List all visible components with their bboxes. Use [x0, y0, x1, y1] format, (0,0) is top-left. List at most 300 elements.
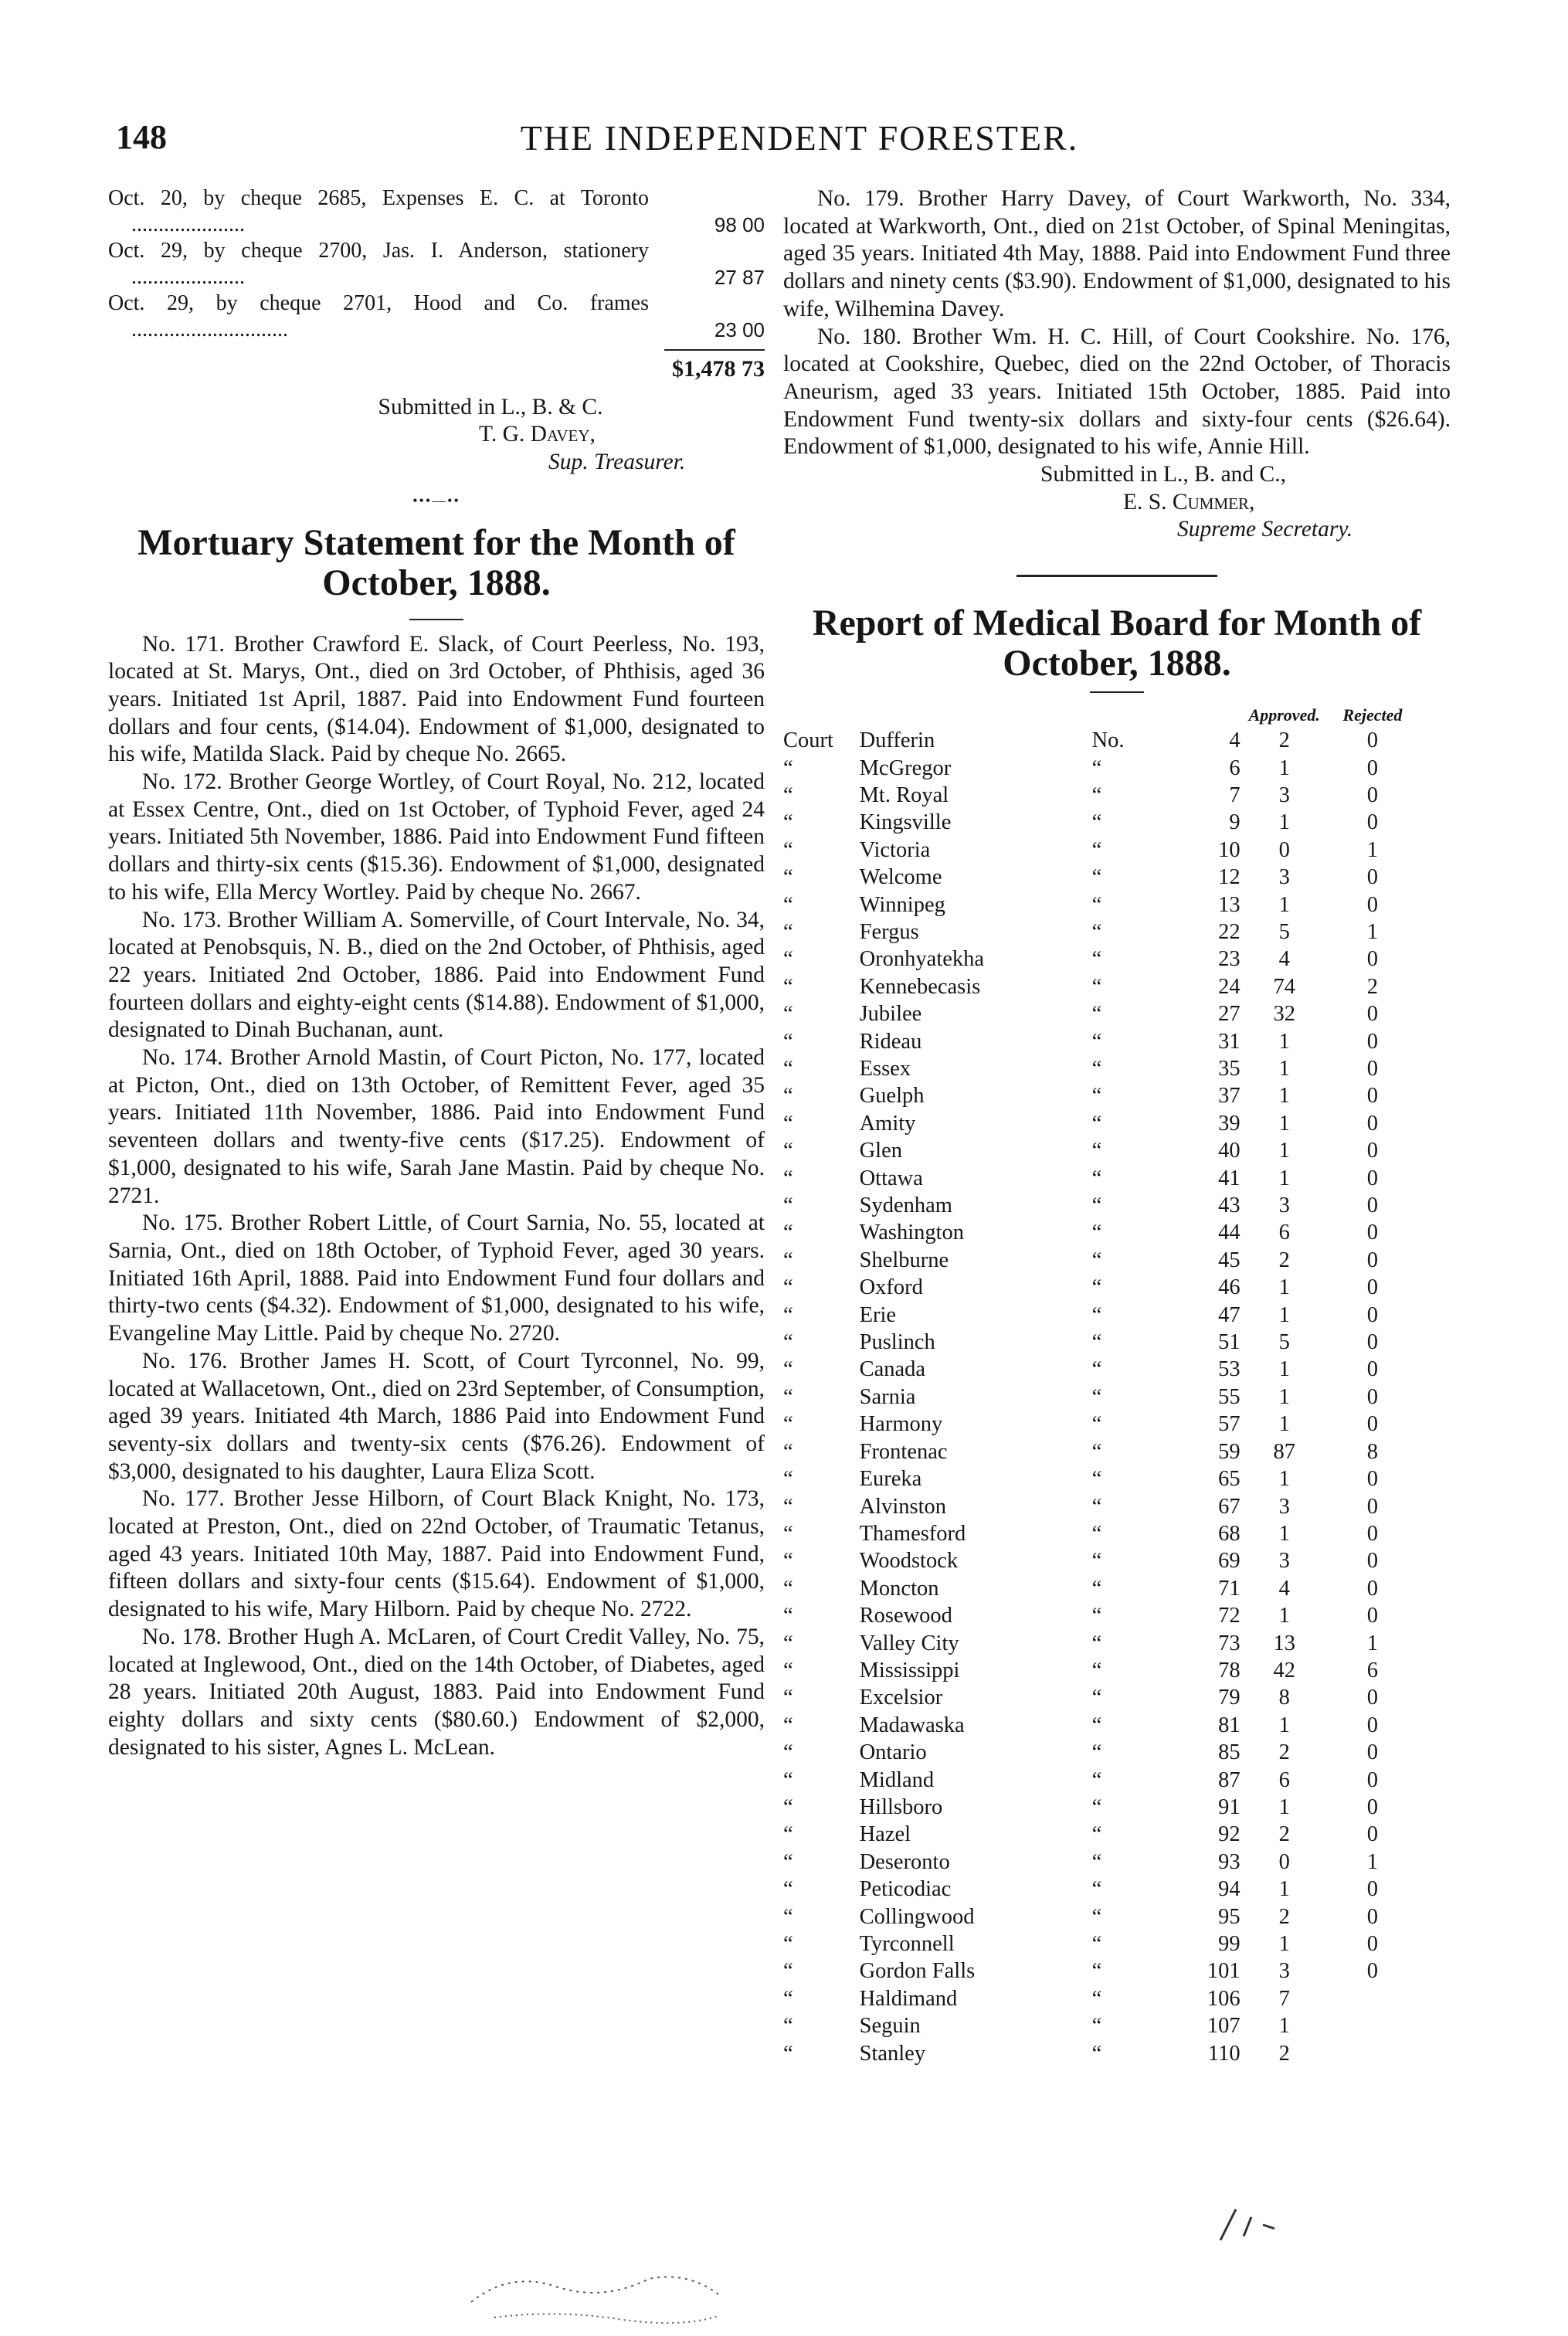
account-entry — [108, 290, 765, 343]
court-prefix: “ — [783, 1794, 793, 1819]
table-row — [783, 1630, 1417, 1657]
court-number: 4 — [1229, 728, 1240, 753]
rejected-count: 0 — [1366, 1330, 1379, 1355]
rejected-count: 0 — [1366, 1877, 1379, 1902]
court-name: Hazel — [859, 1822, 911, 1847]
approved-count: 3 — [1278, 1959, 1290, 1984]
table-row — [783, 1547, 1417, 1574]
court-no-label: “ — [1091, 1439, 1102, 1464]
court-no-label: “ — [1091, 1139, 1102, 1163]
table-row — [783, 1957, 1417, 1985]
court-number: 72 — [1218, 1604, 1240, 1628]
court-name: Thamesford — [859, 1521, 966, 1546]
rejected-count: 0 — [1366, 1467, 1379, 1492]
court-no-label: “ — [1091, 2014, 1102, 2039]
rejected-count: 0 — [1366, 1959, 1379, 1984]
court-no-label: “ — [1091, 1686, 1102, 1710]
court-no-label: “ — [1091, 1713, 1102, 1737]
court-number: 47 — [1218, 1302, 1240, 1327]
court-name: Ottawa — [859, 1166, 923, 1190]
court-number: 93 — [1218, 1849, 1240, 1874]
approved-count: 0 — [1278, 837, 1290, 862]
court-number: 91 — [1218, 1794, 1240, 1819]
court-number: 9 — [1229, 810, 1240, 835]
rejected-count: 0 — [1366, 1740, 1379, 1765]
court-number: 69 — [1218, 1549, 1240, 1574]
court-prefix: “ — [783, 1604, 793, 1628]
court-name: Dufferin — [859, 728, 935, 753]
court-prefix: “ — [783, 1932, 793, 1957]
table-row — [783, 1329, 1417, 1356]
rejected-count: 0 — [1366, 1494, 1379, 1519]
approved-count: 3 — [1278, 1549, 1290, 1574]
medical-board-table — [783, 704, 1417, 2067]
court-number: 81 — [1218, 1713, 1240, 1737]
mortuary-entry: No. 173. Brother William A. Somerville, of Court Intervale, No. 34, located at Penobsquis, N. B., died on the 2nd October, of Phthisis, aged 22 years. Initiated 2nd October, 1886. Paid into Endowment Fund fourteen dollars and eighty-eight cents ($14.88). Endowment of $1,000, designated to Dinah Buchanan, aunt. — [108, 907, 765, 1043]
court-name: Amity — [859, 1111, 916, 1136]
table-row — [783, 1930, 1417, 1957]
approved-count: 3 — [1278, 1193, 1290, 1218]
court-name: Tyrconnell — [859, 1932, 955, 1957]
table-row — [783, 1137, 1417, 1164]
approved-count: 2 — [1278, 1822, 1290, 1847]
approved-count: 3 — [1278, 783, 1290, 807]
secretary-name: E. S. Cummer, — [1123, 489, 1255, 514]
account-entry-amount: 27 87 — [714, 266, 765, 289]
court-number: 110 — [1207, 2041, 1240, 2066]
table-row — [783, 1384, 1417, 1411]
approved-count: 7 — [1278, 1986, 1290, 2011]
rejected-count: 0 — [1366, 1904, 1379, 1929]
court-no-label: “ — [1091, 1822, 1102, 1847]
court-no-label: “ — [1091, 1166, 1102, 1190]
court-number: 35 — [1218, 1057, 1240, 1081]
table-row — [783, 864, 1417, 891]
court-no-label: “ — [1091, 1412, 1102, 1437]
court-no-label: “ — [1091, 1604, 1102, 1628]
secretary-title: Supreme Secretary. — [1177, 517, 1353, 542]
court-name: Stanley — [859, 2041, 926, 2066]
account-entry-amount: 23 00 — [714, 318, 765, 341]
court-prefix: “ — [783, 1275, 793, 1300]
approved-count: 1 — [1278, 810, 1290, 835]
court-prefix: “ — [783, 1576, 793, 1601]
court-prefix: “ — [783, 1877, 793, 1902]
court-number: 40 — [1218, 1139, 1240, 1163]
approved-count: 1 — [1278, 1384, 1290, 1409]
page-header — [116, 117, 1483, 171]
court-no-label: “ — [1091, 865, 1102, 890]
court-prefix: “ — [783, 919, 793, 944]
approved-header: Approved. — [1248, 705, 1320, 725]
mortuary-entry: No. 175. Brother Robert Little, of Court Sarnia, No. 55, located at Sarnia, Ont., died on 18th October, of Typhoid Fever, aged 30 years. Initiated 16th April, 1888. Paid into Endowment Fund four dollars and thirty-two cents ($4.32). Endowment of $1,000, designated to his wife, Evangeline May Little. Paid by cheque No. 2720. — [108, 1210, 765, 1346]
court-prefix: “ — [783, 1330, 793, 1355]
court-no-label: “ — [1091, 1576, 1102, 1601]
table-row — [783, 1575, 1417, 1602]
court-number: 59 — [1218, 1439, 1240, 1464]
approved-count: 1 — [1278, 1412, 1290, 1437]
court-prefix: “ — [783, 837, 793, 862]
court-name: Shelburne — [859, 1248, 949, 1272]
rejected-header: Rejected — [1342, 705, 1403, 725]
court-name: Puslinch — [859, 1330, 935, 1355]
section-rule — [1016, 575, 1217, 577]
approved-count: 2 — [1278, 728, 1290, 753]
court-prefix: “ — [783, 1439, 793, 1464]
mortuary-heading: Mortuary Statement for the Month of October, 1888. — [137, 521, 735, 603]
rejected-count: 0 — [1366, 1357, 1379, 1382]
court-no-label: “ — [1091, 1221, 1102, 1245]
table-row — [783, 782, 1417, 809]
submitted-line: Submitted in L., B. and C., — [1040, 462, 1286, 487]
rejected-count: 0 — [1366, 1412, 1379, 1437]
court-no-label: “ — [1091, 1248, 1102, 1272]
rejected-count: 0 — [1366, 783, 1379, 807]
court-name: Kingsville — [859, 810, 952, 835]
court-prefix: “ — [783, 1549, 793, 1574]
table-row — [783, 1712, 1417, 1739]
court-no-label: “ — [1091, 974, 1102, 999]
court-no-label: “ — [1091, 1794, 1102, 1819]
court-number: 53 — [1218, 1357, 1240, 1382]
court-no-label: “ — [1091, 1057, 1102, 1081]
court-number: 51 — [1218, 1330, 1240, 1355]
account-entry-text: Oct. 29, by cheque 2700, Jas. I. Anderson, stationery ..................... — [108, 239, 649, 289]
table-row — [783, 1219, 1417, 1246]
approved-count: 6 — [1278, 1767, 1290, 1792]
approved-count: 74 — [1273, 974, 1295, 999]
court-name: Washington — [859, 1221, 965, 1245]
mortuary-entry: No. 178. Brother Hugh A. McLaren, of Court Credit Valley, No. 75, located at Inglewood, Ont., died on the 14th October, of Diabetes, aged 28 years. Initiated 20th August, 1883. Paid into Endowment Fund eighty dollars and sixty cents ($80.60.) Endowment of $2,000, designated to his sister, Agnes L. McLean. — [108, 1624, 765, 1760]
court-no-label: “ — [1091, 1193, 1102, 1218]
table-row — [783, 1411, 1417, 1438]
court-name: Haldimand — [859, 1986, 958, 2011]
court-prefix: “ — [783, 1658, 793, 1682]
court-prefix: “ — [783, 1631, 793, 1655]
court-no-label: “ — [1091, 1467, 1102, 1492]
court-prefix: “ — [783, 1849, 793, 1874]
court-no-label: “ — [1091, 1740, 1102, 1765]
court-number: 78 — [1218, 1658, 1240, 1682]
court-number: 92 — [1218, 1822, 1240, 1847]
court-name: Victoria — [859, 837, 931, 862]
court-prefix: “ — [783, 1822, 793, 1847]
court-no-label: “ — [1091, 1959, 1102, 1984]
table-row — [783, 1767, 1417, 1794]
court-prefix: “ — [783, 755, 793, 780]
court-number: 67 — [1218, 1494, 1240, 1519]
scribble-marks — [1205, 2194, 1298, 2256]
court-number: 24 — [1218, 974, 1240, 999]
court-prefix: “ — [783, 2014, 793, 2039]
court-name: Fergus — [859, 919, 919, 944]
court-name: Erie — [859, 1302, 897, 1327]
rejected-count: 0 — [1366, 1302, 1379, 1327]
account-entry-amount: 98 00 — [714, 213, 765, 236]
court-no-label: “ — [1091, 1767, 1102, 1792]
court-name: Frontenac — [859, 1439, 948, 1464]
approved-count: 1 — [1278, 1467, 1290, 1492]
rejected-count: 1 — [1366, 837, 1379, 862]
approved-count: 1 — [1278, 1029, 1290, 1054]
court-prefix: “ — [783, 1904, 793, 1929]
court-no-label: “ — [1091, 1986, 1102, 2011]
court-name: Welcome — [859, 865, 942, 890]
rejected-count: 0 — [1366, 1166, 1379, 1190]
court-no-label: “ — [1091, 1275, 1102, 1300]
rejected-count: 0 — [1366, 1932, 1379, 1957]
rejected-count: 0 — [1366, 728, 1379, 753]
approved-count: 13 — [1273, 1631, 1295, 1655]
court-name: Harmony — [859, 1412, 943, 1437]
heading-rule — [1090, 691, 1144, 693]
approved-count: 1 — [1278, 1166, 1290, 1190]
table-row — [783, 891, 1417, 918]
rejected-count: 1 — [1366, 1849, 1379, 1874]
court-prefix: “ — [783, 1384, 793, 1409]
court-prefix: “ — [783, 865, 793, 890]
court-prefix: “ — [783, 1412, 793, 1437]
court-prefix: “ — [783, 1521, 793, 1546]
court-prefix: “ — [783, 1986, 793, 2011]
court-name: Sarnia — [859, 1384, 916, 1409]
court-number: 106 — [1207, 1986, 1240, 2011]
court-no-label: “ — [1091, 1549, 1102, 1574]
court-name: Essex — [859, 1057, 911, 1081]
court-name: Alvinston — [859, 1494, 947, 1519]
court-name: Oronhyatekha — [859, 947, 985, 972]
court-number: 55 — [1218, 1384, 1240, 1409]
mortuary-entry: No. 179. Brother Harry Davey, of Court Warkworth, No. 334, located at Warkworth, Ont., died on 21st October, of Spinal Meningitas, aged 35 years. Initiated 4th May, 1888. Paid into Endowment Fund three dollars and ninety cents ($3.90). Endowment of $1,000, designated to his wife, Wilhemina Davey. — [783, 186, 1451, 321]
rejected-count: 0 — [1366, 892, 1379, 917]
total-rule — [664, 349, 765, 351]
court-name: Mississippi — [859, 1658, 960, 1682]
court-name: Hillsboro — [859, 1794, 943, 1819]
court-no-label: “ — [1091, 1111, 1102, 1136]
court-no-label: “ — [1091, 810, 1102, 835]
rejected-count: 0 — [1366, 1713, 1379, 1737]
rejected-count: 0 — [1366, 1248, 1379, 1272]
court-name: Deseronto — [859, 1849, 950, 1874]
approved-count: 1 — [1278, 1877, 1290, 1902]
court-no-label: “ — [1091, 1904, 1102, 1929]
rejected-count: 0 — [1366, 1139, 1379, 1163]
table-row — [783, 1438, 1417, 1465]
approved-count: 1 — [1278, 1713, 1290, 1737]
treasurer-account — [108, 185, 765, 477]
table-row — [783, 1520, 1417, 1547]
approved-count: 1 — [1278, 1604, 1290, 1628]
table-row — [783, 1657, 1417, 1684]
court-number: 44 — [1218, 1221, 1240, 1245]
court-number: 39 — [1218, 1111, 1240, 1136]
rejected-count: 8 — [1366, 1439, 1379, 1464]
table-row — [783, 1903, 1417, 1930]
court-no-label: “ — [1091, 2041, 1102, 2066]
rejected-count: 6 — [1366, 1658, 1379, 1682]
court-prefix: “ — [783, 892, 793, 917]
court-name: Kennebecasis — [859, 974, 981, 999]
court-no-label: “ — [1091, 837, 1102, 862]
table-row — [783, 1028, 1417, 1055]
table-row — [783, 1849, 1417, 1876]
medical-board-rows — [783, 727, 1417, 2067]
table-row — [783, 727, 1417, 754]
running-title: THE INDEPENDENT FORESTER. — [520, 118, 1079, 158]
approved-count: 1 — [1278, 1932, 1290, 1957]
court-prefix: “ — [783, 1221, 793, 1245]
right-column — [783, 185, 1451, 2067]
table-row — [783, 946, 1417, 973]
court-prefix: “ — [783, 1029, 793, 1054]
rejected-count: 2 — [1366, 974, 1379, 999]
approved-count: 1 — [1278, 1057, 1290, 1081]
table-row — [783, 1274, 1417, 1301]
court-name: Rosewood — [859, 1604, 952, 1628]
court-name: Glen — [859, 1139, 902, 1163]
treasurer-title: Sup. Treasurer. — [548, 450, 686, 475]
court-name: Collingwood — [859, 1904, 975, 1929]
rejected-count: 0 — [1366, 1029, 1379, 1054]
court-number: 23 — [1218, 947, 1240, 972]
rejected-count: 1 — [1366, 1631, 1379, 1655]
court-number: 46 — [1218, 1275, 1240, 1300]
approved-count: 4 — [1278, 947, 1290, 972]
court-no-label: “ — [1091, 1631, 1102, 1655]
table-row — [783, 1821, 1417, 1848]
table-header-row — [783, 704, 1417, 727]
court-prefix: “ — [783, 810, 793, 835]
court-no-label: “ — [1091, 892, 1102, 917]
court-name: Mt. Royal — [859, 783, 949, 807]
court-no-label: “ — [1091, 1932, 1102, 1957]
court-number: 73 — [1218, 1631, 1240, 1655]
medical-board-heading: Report of Medical Board for Month of October, 1888. — [812, 603, 1422, 684]
approved-count: 1 — [1278, 2014, 1290, 2039]
table-row — [783, 755, 1417, 782]
court-prefix: Court — [783, 728, 833, 753]
court-number: 101 — [1207, 1959, 1240, 1984]
table-row — [783, 1794, 1417, 1821]
rejected-count: 0 — [1366, 1002, 1379, 1027]
court-no-label: “ — [1091, 1877, 1102, 1902]
account-entry — [108, 185, 765, 238]
left-column — [108, 185, 765, 1761]
scribble-marks — [463, 2256, 742, 2325]
court-number: 95 — [1218, 1904, 1240, 1929]
court-prefix: “ — [783, 1002, 793, 1027]
table-row — [783, 1465, 1417, 1492]
court-number: 107 — [1207, 2014, 1240, 2039]
treasurer-name: T. G. Davey, — [479, 422, 596, 447]
court-prefix: “ — [783, 1467, 793, 1492]
approved-count: 1 — [1278, 892, 1290, 917]
court-number: 68 — [1218, 1521, 1240, 1546]
court-prefix: “ — [783, 1494, 793, 1519]
court-number: 71 — [1218, 1576, 1240, 1601]
court-number: 45 — [1218, 1248, 1240, 1272]
rejected-count: 0 — [1366, 1193, 1379, 1218]
court-no-label: “ — [1091, 1494, 1102, 1519]
court-name: Valley City — [859, 1631, 959, 1655]
approved-count: 2 — [1278, 1740, 1290, 1765]
court-no-label: “ — [1091, 1002, 1102, 1027]
approved-count: 6 — [1278, 1221, 1290, 1245]
table-row — [783, 1493, 1417, 1520]
court-prefix: “ — [783, 1740, 793, 1765]
court-name: Ontario — [859, 1740, 927, 1765]
court-no-label: No. — [1091, 728, 1125, 753]
court-prefix: “ — [783, 1959, 793, 1984]
court-prefix: “ — [783, 974, 793, 999]
court-no-label: “ — [1091, 783, 1102, 807]
approved-count: 1 — [1278, 1794, 1290, 1819]
approved-count: 0 — [1278, 1849, 1290, 1874]
rejected-count: 1 — [1366, 919, 1379, 944]
approved-count: 1 — [1278, 1521, 1290, 1546]
court-number: 10 — [1218, 837, 1240, 862]
court-prefix: “ — [783, 1248, 793, 1272]
court-number: 85 — [1218, 1740, 1240, 1765]
account-entry-text: Oct. 29, by cheque 2701, Hood and Co. frames ............................. — [108, 291, 649, 341]
court-prefix: “ — [783, 1686, 793, 1710]
court-number: 41 — [1218, 1166, 1240, 1190]
court-number: 31 — [1218, 1029, 1240, 1054]
rejected-count: 0 — [1366, 1767, 1379, 1792]
section-ornament: •••—•• — [412, 492, 460, 508]
table-row — [783, 1602, 1417, 1629]
court-number: 94 — [1218, 1877, 1240, 1902]
approved-count: 1 — [1278, 755, 1290, 780]
court-name: Canada — [859, 1357, 926, 1382]
rejected-count — [1329, 2012, 1417, 2039]
table-row — [783, 2040, 1417, 2067]
court-no-label: “ — [1091, 1330, 1102, 1355]
rejected-count: 0 — [1366, 1275, 1379, 1300]
court-number: 13 — [1218, 892, 1240, 917]
court-name: Madawaska — [859, 1713, 965, 1737]
court-prefix: “ — [783, 2041, 793, 2066]
table-row — [783, 973, 1417, 1000]
approved-count: 3 — [1278, 1494, 1290, 1519]
table-row — [783, 1110, 1417, 1137]
court-number: 7 — [1229, 783, 1240, 807]
court-name: Excelsior — [859, 1686, 943, 1710]
rejected-count: 0 — [1366, 1822, 1379, 1847]
court-number: 79 — [1218, 1686, 1240, 1710]
court-no-label: “ — [1091, 755, 1102, 780]
court-prefix: “ — [783, 1139, 793, 1163]
approved-count: 1 — [1278, 1111, 1290, 1136]
approved-count: 32 — [1273, 1002, 1295, 1027]
rejected-count: 0 — [1366, 1111, 1379, 1136]
submitted-line: Submitted in L., B. & C. — [378, 394, 603, 419]
rejected-count: 0 — [1366, 947, 1379, 972]
court-number: 65 — [1218, 1467, 1240, 1492]
court-name: Moncton — [859, 1576, 939, 1601]
table-row — [783, 918, 1417, 946]
rejected-count: 0 — [1366, 755, 1379, 780]
court-prefix: “ — [783, 1057, 793, 1081]
account-entry — [108, 238, 765, 290]
account-entry-text: Oct. 20, by cheque 2685, Expenses E. C. at Toronto ..................... — [108, 186, 649, 236]
table-row — [783, 1247, 1417, 1274]
approved-count: 1 — [1278, 1275, 1290, 1300]
approved-count: 5 — [1278, 1330, 1290, 1355]
rejected-count: 0 — [1366, 1384, 1379, 1409]
approved-count: 2 — [1278, 1904, 1290, 1929]
court-number: 22 — [1218, 919, 1240, 944]
